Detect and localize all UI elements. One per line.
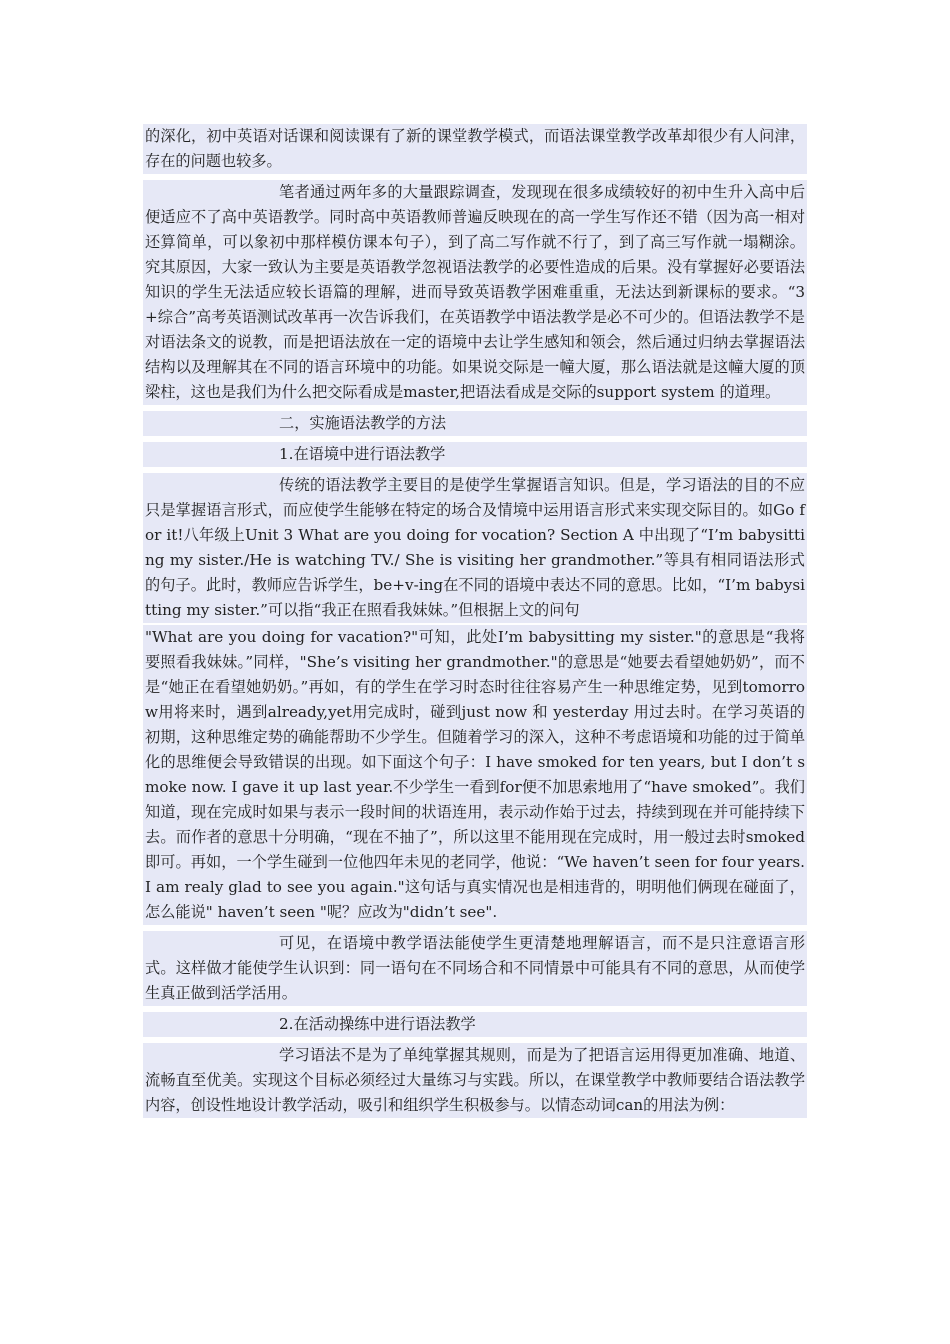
document-page [143,124,807,1118]
paragraph-practice: 学习语法不是为了单纯掌握其规则，而是为了把语言运用得更加准确、地道、流畅直至优美。实现这个目标必须经过大量练习与实践。所以，在课堂教学中教师要结合语法教学内容，创设性地设计教学活动，吸引和组织学生积极参与。以情态动词can的用法为例： [143,1043,807,1118]
paragraph-examples: "What are you doing for vacation?"可知，此处I’m babysitting my sister."的意思是“我将要照看我妹妹。”同样，"She’s visiting her grandmother."的意思是“她要去看望她奶奶”，而不是“她正在看望她奶奶。”再如，有的学生在学习时态时往往容易产生一种思维定势，见到tomorrow用将来时，遇到already,yet用完成时，碰到just now 和 yesterday 用过去时。在学习英语的初期，这种思维定势的确能帮助不少学生。但随着学习的深入，这种不考虑语境和功能的过于简单化的思维便会导致错误的出现。如下面这个句子：I have smoked for ten years, but I don’t smoke now. I gave it up last year.不少学生一看到for便不加思索地用了“have smoked”。我们知道，现在完成时如果与表示一段时间的状语连用，表示动作始于过去，持续到现在并可能持续下去。而作者的意思十分明确，“现在不抽了”，所以这里不能用现在完成时，用一般过去时smoked 即可。再如，一个学生碰到一位他四年未见的老同学，他说：“We haven’t seen for four years.I am realy glad to see you again."这句话与真实情况也是相违背的，明明他们俩现在碰面了，怎么能说" haven’t seen "呢？应改为"didn’t see". [143,625,807,925]
paragraph-conclusion: 可见，在语境中教学语法能使学生更清楚地理解语言，而不是只注意语言形式。这样做才能使学生认识到：同一语句在不同场合和不同情景中可能具有不同的意思，从而使学生真正做到活学活用。 [143,931,807,1006]
paragraph-survey: 笔者通过两年多的大量跟踪调查，发现现在很多成绩较好的初中生升入高中后便适应不了高中英语教学。同时高中英语教师普遍反映现在的高一学生写作还不错（因为高一相对还算简单，可以象初中那样模仿课本句子），到了高二写作就不行了，到了高三写作就一塌糊涂。究其原因，大家一致认为主要是英语教学忽视语法教学的必要性造成的后果。没有掌握好必要语法知识的学生无法适应较长语篇的理解，进而导致英语教学困难重重，无法达到新课标的要求。“3+综合”高考英语测试改革再一次告诉我们，在英语教学中语法教学是必不可少的。但语法教学不是对语法条文的说教，而是把语法放在一定的语境中去让学生感知和领会，然后通过归纳去掌握语法结构以及理解其在不同的语言环境中的功能。如果说交际是一幢大厦，那么语法就是这幢大厦的顶梁柱，这也是我们为什么把交际看成是master,把语法看成是交际的support system 的道理。 [143,180,807,405]
section-heading-methods: 二，实施语法教学的方法 [143,411,807,436]
subsection-heading-activities: 2.在活动操练中进行语法教学 [143,1012,807,1037]
paragraph-traditional-grammar: 传统的语法教学主要目的是使学生掌握语言知识。但是，学习语法的目的不应只是掌握语言形式，而应使学生能够在特定的场合及情境中运用语言形式来实现交际目的。如Go for it!八年级上Unit 3 What are you doing for vocation? Section A 中出现了“I’m babysitting my sister./He is watching TV./ She is visiting her grandmother.”等具有相同语法形式的句子。此时，教师应告诉学生，be+v-ing在不同的语境中表达不同的意思。比如，“I’m babysitting my sister.”可以指“我正在照看我妹妹。”但根据上文的问句 [143,473,807,623]
subsection-heading-context: 1.在语境中进行语法教学 [143,442,807,467]
paragraph-intro: 的深化，初中英语对话课和阅读课有了新的课堂教学模式，而语法课堂教学改革却很少有人问津，存在的问题也较多。 [143,124,807,174]
